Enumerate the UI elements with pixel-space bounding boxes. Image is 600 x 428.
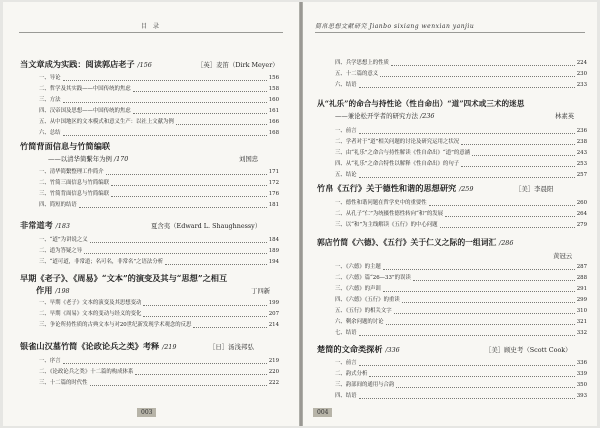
section-author: ［美］顾史考（Scott Cook） [485,346,572,354]
toc-entry[interactable]: 三、争论所持性质的古典文本与对20世纪新发现学术观念的反思 214 [39,322,279,328]
toc-entry[interactable]: 四、从“礼乐”之命合特性以解释《性自命出》的句子 253 [335,161,587,167]
left-page [3,2,299,426]
section-subtitle: ——兼论松开学者的研究方法 /236 [335,112,435,120]
toc-entry[interactable]: 二、早期《周易》文本的变动与经义的变化 207 [39,311,279,317]
header-rule [315,32,585,33]
toc-entry[interactable]: 三、以“和”为主线解读《五行》的中心问题 279 [335,222,587,228]
toc-entry[interactable]: 三、十二篇的时代性 222 [39,380,279,386]
toc-entry[interactable]: 二、竹简三面信息与竹简编联 172 [39,180,279,186]
toc-entry[interactable]: 三、方法 160 [39,97,279,103]
right-page [303,2,597,426]
section-author: 夏含夷（Edward L. Shaughnessy） [151,222,262,230]
toc-entry[interactable]: 四、结语 393 [335,393,587,399]
toc-entry[interactable]: 三、“道可道，非常道；名可名，非常名”之语法分析 194 [39,259,279,265]
toc-entry[interactable]: 五、十二篇的意义 230 [335,71,587,77]
toc-entry[interactable]: 一、前言 236 [335,128,587,134]
section-title[interactable]: 竹帛《五行》关于德性和谐的思想研究 /259 [317,183,474,193]
toc-entry[interactable]: 六、结语 233 [335,82,587,88]
section-title[interactable]: 从“礼乐”的命合与持性论（性自命出）“道”四术或三术的迷思 [317,99,525,108]
toc-entry[interactable]: 七、结语 332 [335,330,587,336]
header-rule [19,32,283,33]
section-author: 刘国忠 [239,155,259,163]
section-title[interactable]: 郭店竹简《六德》、《五行》关于仁义之际的一组词汇 /286 [317,238,514,247]
section-title[interactable]: 早期《老子》、《周易》“文本”的演变及其与“思想”之相互 [20,273,228,283]
toc-entry[interactable]: 三、韵部间的通用与合韵 350 [335,382,587,388]
toc-entry[interactable]: 一、清华简繫整理工作简介 171 [39,169,279,175]
toc-entry[interactable]: 一、“道”为讲说之义 184 [39,237,279,243]
section-author: 林素英 [555,112,575,120]
toc-entry[interactable]: 三、由“礼乐”之命合与持性解读《性自命出》“道”的意涵 243 [335,150,587,156]
toc-entry[interactable]: 三、《六德》的声训 291 [335,286,587,292]
section-title[interactable]: 竹简背面信息与竹简编联 [20,141,111,151]
section-title[interactable]: 银雀山汉墓竹简《论政论兵之类》考释 /219 [20,341,177,351]
toc-entry[interactable]: 四、兵学思想上的性质 224 [335,60,587,66]
section-author: ［日］汤浅邦弘 [209,343,254,351]
toc-entry[interactable]: 五、结论 257 [335,172,587,178]
section-subtitle: ——以清华简繫年为例 /170 [48,155,129,163]
toc-entry[interactable]: 一、早期《老子》文本的演变及其思想变动 199 [39,300,279,306]
book-spread [3,2,597,426]
toc-entry[interactable]: 五、《五行》的相关文字 310 [335,308,587,314]
toc-entry[interactable]: 一、前言 336 [335,360,587,366]
section-title[interactable]: 非常道考 /183 [20,220,70,230]
toc-entry[interactable]: 一、导论 156 [39,75,279,81]
toc-entry[interactable]: 一、序言 219 [39,358,279,364]
toc-entry[interactable]: 二、哲学及其实践——中国传统的焦虑 158 [39,86,279,92]
toc-entry[interactable]: 二、从孔子“仁”为统摄性德性转向“和”的发展 264 [335,211,587,217]
section-author: 黄冠云 [553,252,573,260]
toc-entry[interactable]: 三、竹简背面信息与竹简编联 176 [39,191,279,197]
section-author: ［英］麦笛（Dirk Meyer） [197,61,279,69]
toc-entry[interactable]: 二、学者对于“道”相关问题的讨论及研究运用之状况 238 [335,139,587,145]
toc-entry[interactable]: 二、道为答疑之导 189 [39,248,279,254]
section-title[interactable]: 楚简的文命类探析 /336 [317,344,400,354]
toc-entry[interactable]: 二、《论政论兵之类》十二篇的构成体系 220 [39,369,279,375]
toc-entry[interactable]: 六、剩余问题的讨论 321 [335,319,587,325]
running-head: 简帛思想文献研究 Jianbo sixiang wenxian yanjiu [315,23,475,30]
toc-entry[interactable]: 二、《六德》篇“26—33”的误读 288 [335,275,587,281]
section-title-continued[interactable]: 作用 /198 [36,285,70,295]
page-number: 003 [137,408,156,417]
toc-entry[interactable]: 一、德性和谐问题在哲学史中的重要性 260 [335,200,587,206]
toc-entry[interactable]: 六、总结 168 [39,130,279,136]
toc-entry[interactable]: 四、简短的结语 181 [39,202,279,208]
running-head: 目 录 [141,23,161,30]
toc-entry[interactable]: 二、韵式分析 339 [335,371,587,377]
toc-entry[interactable]: 四、《六德》《五行》的重读 299 [335,297,587,303]
toc-entry[interactable]: 五、从中国地区的文本模式和意义生产：以社上文献为例 166 [39,119,279,125]
page-number: 004 [313,408,332,417]
section-author: 丁四新 [251,287,271,295]
section-title[interactable]: 当文章成为实践：阅读郭店老子 /156 [20,59,152,69]
section-author: ［美］李晨阳 [515,185,554,193]
toc-entry[interactable]: 一、《六德》的主题 287 [335,264,587,270]
toc-entry[interactable]: 四、汉帝国及思想——中国传统的焦虑 161 [39,108,279,114]
